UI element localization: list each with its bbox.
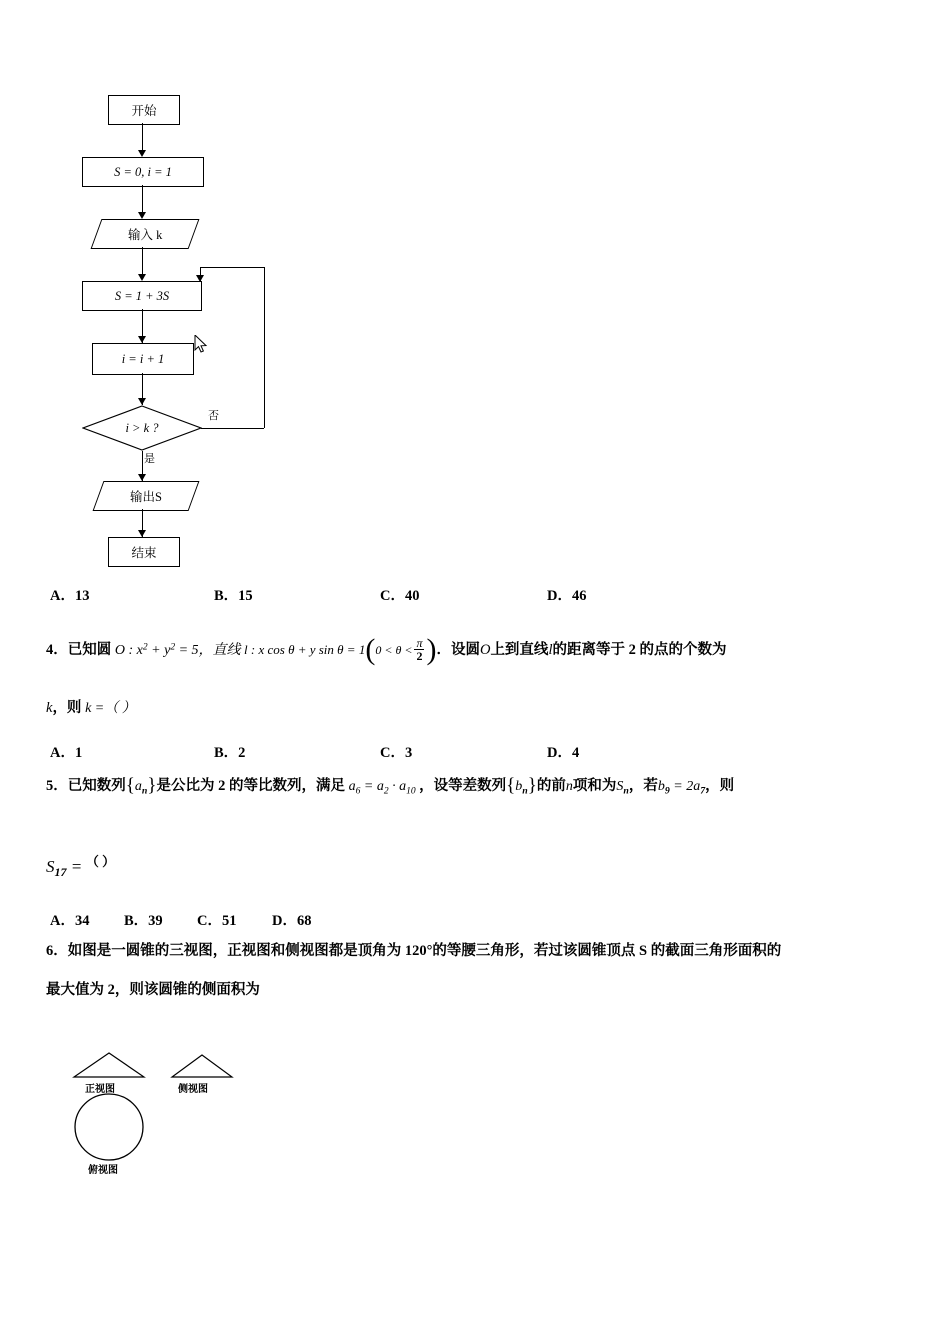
flow-arrow-icon [138,274,146,281]
q5-option-b-value: 39 [148,913,163,929]
q4-tail1: ．设圆 [436,642,480,658]
q4-circle-sup1: 2 [142,642,148,653]
flow-connector [264,267,265,428]
q6-number: 6． [46,943,68,959]
q4-then: ，则 [52,700,82,716]
q4-option-c[interactable] [380,741,412,762]
q4-option-c-letter: C． [380,745,405,761]
q5-number: 5． [46,778,68,794]
q4-theta-range: 0 < θ < [375,643,413,657]
q4-tail2: 上到直线 [490,642,549,658]
q5-S17: S [46,857,55,876]
q5-an: a [134,779,142,794]
q5-an-bracket-close: } [147,774,157,796]
flowchart-output-node [93,481,200,511]
q5-option-a-letter: A． [50,913,75,929]
q4-pi-over-2 [414,637,424,663]
q3-option-c-value: 40 [404,588,420,604]
q4-tail-l: l [548,642,553,658]
q4-option-b-value: 2 [238,745,246,761]
flowchart-input-label: 输入 k [127,228,163,242]
question-4-line-2 [46,695,136,723]
q5-an-bracket-open: { [125,774,135,796]
q3-option-d-letter: D． [547,588,572,604]
q6-text-1: 如图是一圆锥的三视图，正视图和侧视图都是顶角为 120°的等腰三角形，若过该圆锥顶点 S 的截面三角形面积的 [67,943,782,959]
q5-part5: 项和为 [572,778,617,794]
q5-option-d[interactable] [272,909,311,930]
q4-option-a-value: 1 [74,745,83,761]
flowchart-init-label: S = 0, i = 1 [114,164,172,179]
q4-option-b[interactable] [214,741,245,762]
q5-answer-paren: （ ） [85,854,116,869]
q4-circle-mid: + y [147,643,171,658]
q5-eq2-mid: = 2a [669,779,701,794]
q5-option-d-letter: D． [272,913,297,929]
flowchart-start-node [108,95,180,125]
q5-S17-eq: = [66,857,83,876]
q5-option-c-letter: C． [197,913,222,929]
q4-paren-open: ( [365,632,376,666]
q4-circle-start: O : x [114,643,143,658]
flow-arrow-icon [196,275,204,282]
question-5-line-2 [46,851,115,884]
q3-option-b-value: 15 [238,588,253,604]
question-6-line-1 [46,938,926,966]
flowchart-decision-node [82,405,202,451]
flow-arrow-icon [138,336,146,343]
flowchart-input-node [91,219,200,249]
q3-option-b-letter: B． [214,588,239,604]
q4-pi: π [416,635,423,650]
flowchart-decision-label: i > k ? [125,420,159,435]
q5-option-c[interactable] [197,909,236,930]
flow-connector [201,428,264,429]
question-4-line-1 [46,632,926,666]
flowchart-assign-s-label: S = 1 + 3S [114,288,170,303]
q5-S17-sub: 17 [54,865,67,880]
q4-circle-tail: = 5，直线 [175,643,241,658]
front-view-triangle-icon [74,1053,144,1077]
q3-option-d[interactable] [547,584,586,605]
q5-eq2-a-sub: 7 [700,785,706,797]
q5-part6: ，若 [628,778,658,794]
q5-option-a-value: 34 [74,913,90,929]
q4-option-d[interactable] [547,741,579,762]
question-6-line-2 [46,977,926,1005]
flowchart-start-label: 开始 [131,104,157,118]
flowchart-end-label: 结束 [131,546,157,560]
flowchart-assign-i-node [92,343,194,375]
q5-Sn: S [616,779,624,794]
flowchart-output-label: 输出S [130,490,162,504]
q5-eq1-c-sub: 10 [406,786,416,797]
cone-three-views-figure [62,1020,292,1176]
q5-n-var: n [565,779,573,794]
q3-option-d-value: 46 [571,588,587,604]
front-view-label: 正视图 [85,1084,115,1095]
q5-part7: ，则 [705,778,735,794]
flowchart-init-node [82,157,204,187]
flowchart-assign-i-label: i = i + 1 [121,351,165,366]
q5-eq1-a-sub: 6 [355,786,361,797]
q3-option-a-value: 13 [74,588,90,604]
q6-text-2: 最大值为 2，则该圆锥的侧面积为 [46,982,260,998]
q5-eq2-b: b [657,779,665,794]
flowchart-yes-label: 是 [144,453,155,465]
q4-two: 2 [414,649,424,663]
question-5-line-1 [46,773,936,801]
q3-option-a-letter: A． [50,588,75,604]
q5-equation-1 [348,779,420,797]
q5-part3: ，设等差数列 [419,778,507,794]
flow-arrow-icon [138,530,146,537]
q5-part1: 已知数列 [67,778,126,794]
q4-k-var: k [46,700,53,716]
side-view-label: 侧视图 [178,1084,208,1095]
top-view-label: 俯视图 [88,1165,118,1176]
top-view-circle-icon [75,1094,143,1160]
q5-option-a[interactable] [50,909,89,930]
q3-option-c-letter: C． [380,588,405,604]
flow-arrow-icon [138,150,146,157]
q5-option-b[interactable] [124,909,163,930]
q5-eq1-b-sub: 2 [383,786,389,797]
q5-option-b-letter: B． [124,913,149,929]
flow-arrow-icon [138,474,146,481]
flowchart-figure [60,95,360,565]
q5-option-c-value: 51 [221,913,237,929]
q4-tail3: 的距离等于 2 的点的个数为 [552,642,727,658]
q4-option-d-letter: D． [547,745,572,761]
q5-bn: b [515,779,523,794]
q4-option-a-letter: A． [50,745,75,761]
q4-tail-O: O [479,642,491,658]
q5-part2: 是公比为 2 的等比数列，满足 [156,778,345,794]
q4-line-eq: l : x cos θ + y sin θ = 1 [244,642,366,657]
mouse-cursor-icon [194,335,208,353]
q5-option-d-value: 68 [296,913,312,929]
q4-number: 4． [46,642,68,658]
q4-paren-close: ) [426,632,437,666]
q5-bn-bracket-open: { [506,774,516,796]
flowchart-no-label: 否 [208,410,219,422]
q5-an-sub: n [141,785,148,797]
q4-option-b-letter: B． [214,745,239,761]
flow-arrow-icon [138,212,146,219]
flowchart-assign-s-node [82,281,202,311]
q5-part4: 的前 [536,778,566,794]
flow-connector [200,267,265,268]
q3-option-c[interactable] [380,584,419,605]
q4-option-a[interactable] [50,741,82,762]
q4-k-equals: k =（ ） [85,701,136,716]
q4-circle-sup2: 2 [170,642,176,653]
q4-circle-eq [115,643,244,658]
q5-Sn-sub: n [623,785,629,797]
q3-option-b[interactable] [214,584,253,605]
q4-lead: 已知圆 [67,642,112,658]
q4-option-c-value: 3 [404,745,413,761]
flowchart-end-node [108,537,180,567]
q5-eq1-mid: = a [360,779,384,794]
q5-bn-sub: n [522,785,528,797]
q3-option-a[interactable] [50,584,89,605]
flow-arrow-icon [138,398,146,405]
side-view-triangle-icon [172,1055,232,1077]
q5-eq1-dot: · a [388,779,407,794]
q5-bn-bracket-close: } [527,774,537,796]
q5-eq1-a: a [348,779,356,794]
q4-option-d-value: 4 [571,745,580,761]
q5-eq2-b-sub: 9 [664,785,670,797]
